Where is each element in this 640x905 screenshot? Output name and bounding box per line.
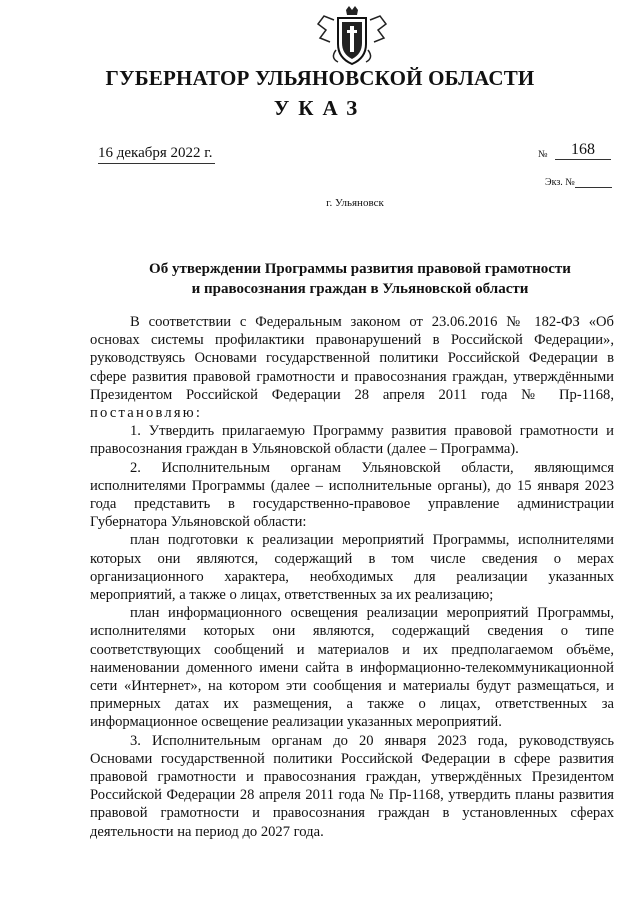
decree-body (90, 313, 614, 841)
item-3-paragraph: 3. Исполнительным органам до 20 января 2023 года, руководствуясь Основами государственной политики Российской Федерации в сфере развития правовой грамотности и правосознания граждан, утверждённых Президентом Российской Федерации 28 апреля 2011 года № Пр-1168, утвердить планы развития правовой грамотности и правосознания граждан в установленных сферах деятельности на период до 2027 года. (90, 732, 614, 840)
issuing-authority: ГУБЕРНАТОР УЛЬЯНОВСКОЙ ОБЛАСТИ (105, 66, 535, 90)
preamble-paragraph (90, 313, 614, 422)
subject-line-1: Об утверждении Программы развития правовой грамотности (149, 261, 571, 277)
item-2-plan-preparation: план подготовки к реализации мероприятий Программы, исполнителями которых они являются, содержащий в том числе сведения о мерах организационного характера, необходимых для реализации указанных мероприятий, а также о лицах, ответственных за их реализацию; (90, 532, 614, 604)
decree-date: 16 декабря 2022 г. (98, 144, 215, 164)
issue-city: г. Ульяновск (326, 197, 384, 209)
subject-line-2: и правосознания граждан в Ульяновской области (191, 281, 529, 297)
decree-subject (80, 259, 640, 299)
number-sign: № (538, 149, 548, 160)
decree-number: 168 (555, 141, 611, 160)
item-2-paragraph: 2. Исполнительным органам Ульяновской области, являющимся исполнителями Программы (далее – исполнительные органы), до 15 января 2023 года представить в государственно-правовое управление администрации Губернатора Ульяновской области: (90, 459, 614, 531)
document-type: УКАЗ (273, 96, 367, 120)
coat-of-arms-emblem (316, 6, 388, 68)
preamble-text: В соответствии с Федеральным законом от 23.06.2016 № 182-ФЗ «Об основах системы профилактики правонарушений в Российской Федерации», руководствуясь Основами государственной политики Российской Федерации в сфере развития правовой грамотности и правосознания граждан, утверждёнными Президентом Российской Федерации 28 апреля 2011 года № Пр-1168, (90, 314, 614, 403)
item-2-plan-information: план информационного освещения реализации мероприятий Программы, исполнителями которых они являются, содержащий сведения о типе соответствующих сообщений и материалов и их предполагаемом объёме, наименовании доменного имени сайта в информационно-телекоммуникационной сети «Интернет», на котором эти сообщения и материалы будут размещаться, и примерных датах их размещения, а также о лицах, ответственных за информационное освещение реализации указанных мероприятий. (90, 605, 614, 731)
item-1-paragraph: 1. Утвердить прилагаемую Программу развития правовой грамотности и правосознания граждан в Ульяновской области (далее – Программа). (90, 423, 614, 458)
copy-number-label: Экз. № (545, 177, 575, 188)
copy-number-blank-line (575, 187, 612, 188)
decree-word: постановляю: (90, 405, 203, 422)
